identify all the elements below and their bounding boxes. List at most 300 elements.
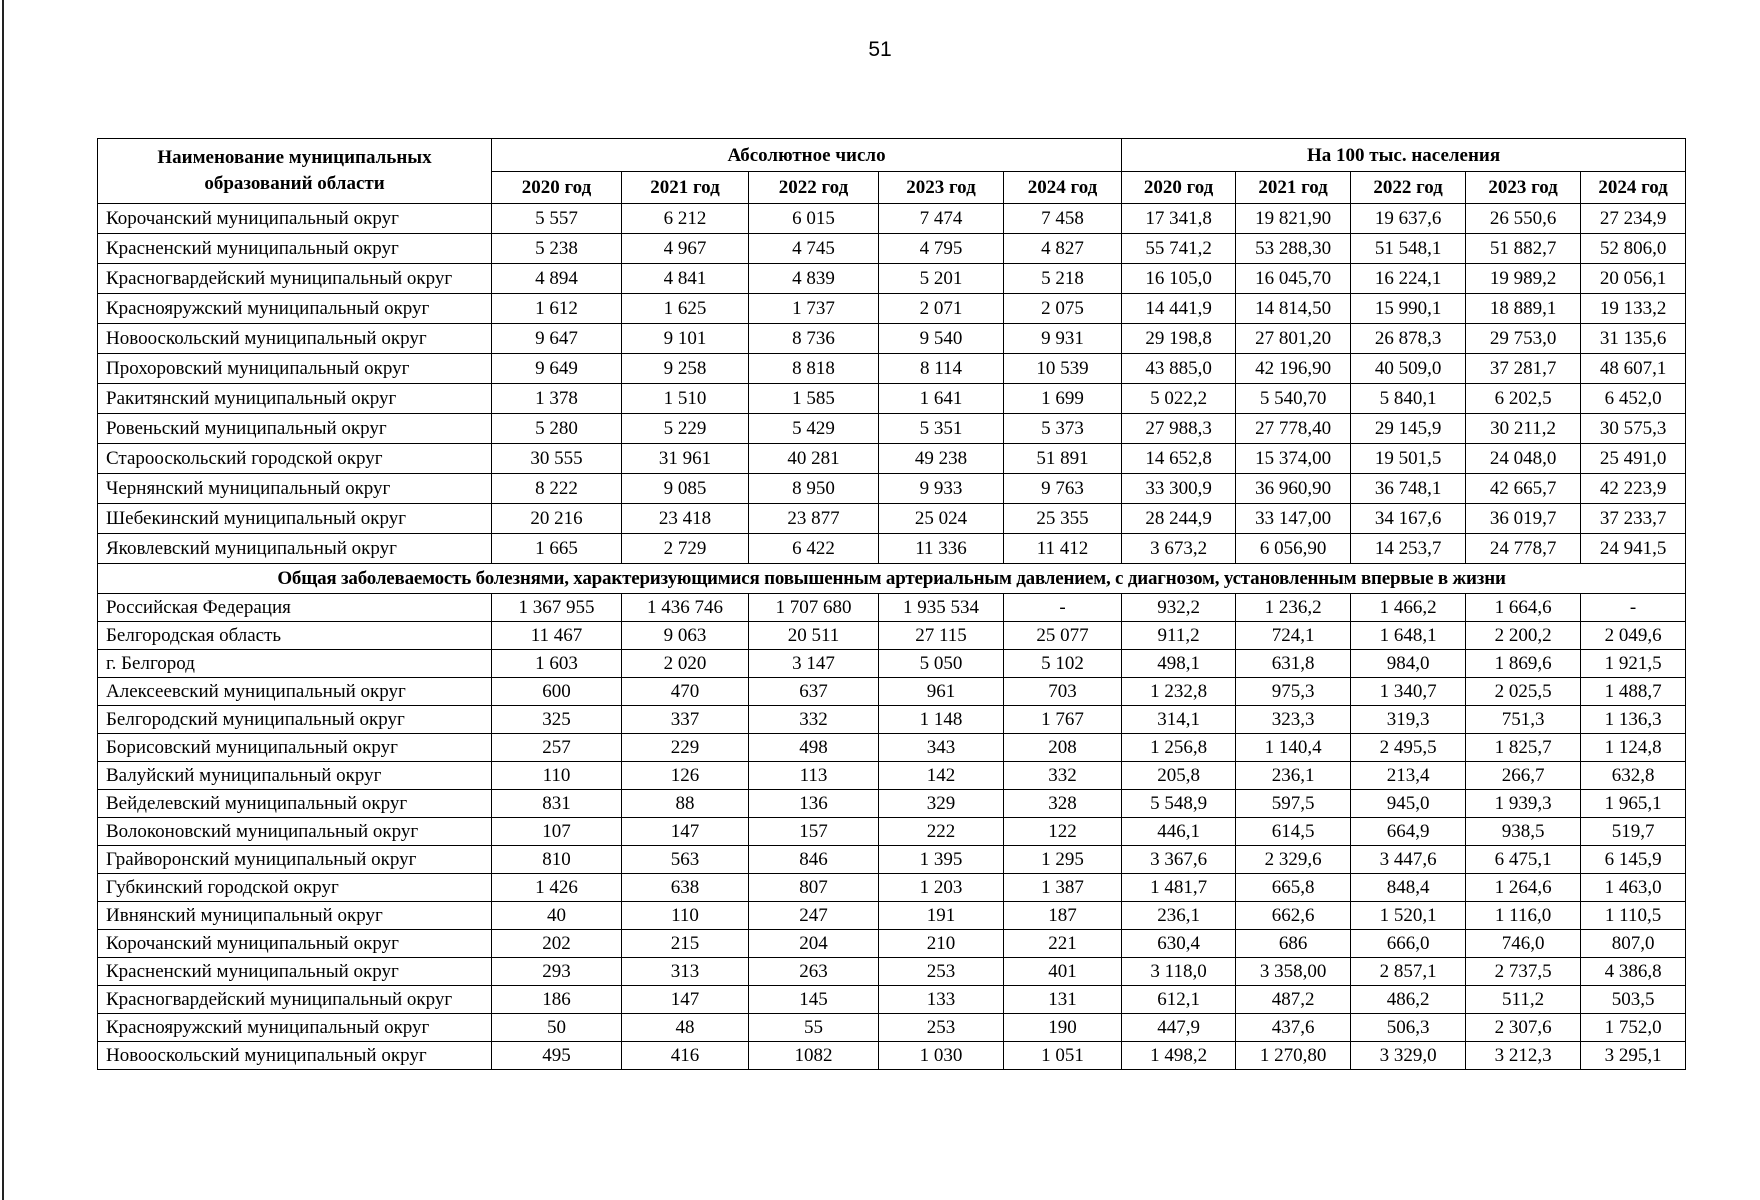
per100k-value-cell: 1 648,1 — [1351, 622, 1466, 650]
absolute-value-cell: 157 — [749, 818, 879, 846]
per100k-value-cell: 6 202,5 — [1466, 384, 1581, 414]
per100k-value-cell: 34 167,6 — [1351, 504, 1466, 534]
absolute-value-cell: 145 — [749, 986, 879, 1014]
region-name-cell: Шебекинский муниципальный округ — [98, 504, 492, 534]
absolute-value-cell: 142 — [879, 762, 1004, 790]
per100k-value-cell: 36 748,1 — [1351, 474, 1466, 504]
absolute-value-cell: 9 258 — [622, 354, 749, 384]
per100k-value-cell: 984,0 — [1351, 650, 1466, 678]
per100k-value-cell: 33 147,00 — [1236, 504, 1351, 534]
per100k-value-cell: 323,3 — [1236, 706, 1351, 734]
region-name-cell: Ракитянский муниципальный округ — [98, 384, 492, 414]
absolute-value-cell: 4 894 — [492, 264, 622, 294]
table-row — [98, 734, 1686, 762]
region-name-cell: Старооскольский городской округ — [98, 444, 492, 474]
per100k-value-cell: 19 637,6 — [1351, 204, 1466, 234]
per100k-value-cell: 932,2 — [1122, 594, 1236, 622]
per100k-value-cell: 14 814,50 — [1236, 294, 1351, 324]
absolute-value-cell: 1 625 — [622, 294, 749, 324]
absolute-value-cell: 1 387 — [1004, 874, 1122, 902]
per100k-value-cell: 42 223,9 — [1581, 474, 1686, 504]
per100k-value-cell: 1 236,2 — [1236, 594, 1351, 622]
header-group-row — [98, 139, 1686, 172]
per100k-value-cell: 14 253,7 — [1351, 534, 1466, 564]
absolute-value-cell: 328 — [1004, 790, 1122, 818]
absolute-value-cell: 2 729 — [622, 534, 749, 564]
region-name-cell: Краснояружский муниципальный округ — [98, 1014, 492, 1042]
absolute-value-cell: 343 — [879, 734, 1004, 762]
absolute-value-cell: 1 737 — [749, 294, 879, 324]
absolute-value-cell: 332 — [749, 706, 879, 734]
absolute-value-cell: 329 — [879, 790, 1004, 818]
absolute-value-cell: 7 458 — [1004, 204, 1122, 234]
per100k-value-cell: 498,1 — [1122, 650, 1236, 678]
per100k-value-cell: 1 825,7 — [1466, 734, 1581, 762]
per100k-value-cell: 14 652,8 — [1122, 444, 1236, 474]
year-header: 2024 год — [1581, 172, 1686, 204]
per100k-value-cell: 19 821,90 — [1236, 204, 1351, 234]
per100k-value-cell: 53 288,30 — [1236, 234, 1351, 264]
per100k-value-cell: 25 491,0 — [1581, 444, 1686, 474]
absolute-value-cell: 2 075 — [1004, 294, 1122, 324]
absolute-value-cell: 30 555 — [492, 444, 622, 474]
table-header — [98, 139, 1686, 204]
region-name-cell: Вейделевский муниципальный округ — [98, 790, 492, 818]
per100k-value-cell: 5 840,1 — [1351, 384, 1466, 414]
per100k-value-cell: 29 145,9 — [1351, 414, 1466, 444]
name-column-header: Наименование муниципальных образований области — [98, 139, 492, 204]
per100k-value-cell: 17 341,8 — [1122, 204, 1236, 234]
per100k-value-cell: 27 801,20 — [1236, 324, 1351, 354]
absolute-value-cell: 4 839 — [749, 264, 879, 294]
absolute-value-cell: 40 — [492, 902, 622, 930]
absolute-value-cell: 6 212 — [622, 204, 749, 234]
per100k-value-cell: 51 882,7 — [1466, 234, 1581, 264]
table-row — [98, 1014, 1686, 1042]
per100k-value-cell: 29 753,0 — [1466, 324, 1581, 354]
per100k-value-cell: 30 575,3 — [1581, 414, 1686, 444]
absolute-value-cell: 337 — [622, 706, 749, 734]
per100k-value-cell: 40 509,0 — [1351, 354, 1466, 384]
absolute-value-cell: 638 — [622, 874, 749, 902]
absolute-value-cell: 210 — [879, 930, 1004, 958]
absolute-value-cell: 253 — [879, 1014, 1004, 1042]
absolute-value-cell: 49 238 — [879, 444, 1004, 474]
table-row — [98, 958, 1686, 986]
absolute-value-cell: 11 467 — [492, 622, 622, 650]
region-name-cell: г. Белгород — [98, 650, 492, 678]
per100k-value-cell: 3 358,00 — [1236, 958, 1351, 986]
per100k-value-cell: 503,5 — [1581, 986, 1686, 1014]
absolute-value-cell: 313 — [622, 958, 749, 986]
absolute-value-cell: 23 877 — [749, 504, 879, 534]
per100k-value-cell: 24 941,5 — [1581, 534, 1686, 564]
absolute-value-cell: 5 351 — [879, 414, 1004, 444]
per100k-value-cell: 6 475,1 — [1466, 846, 1581, 874]
absolute-value-cell: 190 — [1004, 1014, 1122, 1042]
absolute-value-cell: 263 — [749, 958, 879, 986]
absolute-value-cell: 25 077 — [1004, 622, 1122, 650]
absolute-value-cell: 11 336 — [879, 534, 1004, 564]
year-header: 2023 год — [1466, 172, 1581, 204]
absolute-value-cell: 325 — [492, 706, 622, 734]
absolute-value-cell: 703 — [1004, 678, 1122, 706]
absolute-value-cell: 8 114 — [879, 354, 1004, 384]
table-row — [98, 294, 1686, 324]
region-name-cell: Борисовский муниципальный округ — [98, 734, 492, 762]
per100k-value-cell: 1 116,0 — [1466, 902, 1581, 930]
absolute-value-cell: 807 — [749, 874, 879, 902]
absolute-value-cell: 247 — [749, 902, 879, 930]
year-header: 2020 год — [492, 172, 622, 204]
table-row — [98, 474, 1686, 504]
absolute-value-cell: 8 818 — [749, 354, 879, 384]
region-name-cell: Прохоровский муниципальный округ — [98, 354, 492, 384]
table-row — [98, 204, 1686, 234]
per100k-value-cell: 52 806,0 — [1581, 234, 1686, 264]
per100k-value-cell: 33 300,9 — [1122, 474, 1236, 504]
table-row — [98, 930, 1686, 958]
table-body-part2 — [98, 594, 1686, 1070]
table-row — [98, 790, 1686, 818]
table-row — [98, 846, 1686, 874]
absolute-value-cell: 25 024 — [879, 504, 1004, 534]
per100k-value-cell: 1 921,5 — [1581, 650, 1686, 678]
per100k-value-cell: 2 025,5 — [1466, 678, 1581, 706]
per100k-value-cell: 1 481,7 — [1122, 874, 1236, 902]
per100k-value-cell: 612,1 — [1122, 986, 1236, 1014]
per100k-value-cell: 597,5 — [1236, 790, 1351, 818]
per100k-value-cell: 2 857,1 — [1351, 958, 1466, 986]
per100k-value-cell: 19 989,2 — [1466, 264, 1581, 294]
table-row — [98, 874, 1686, 902]
per100k-value-cell: 686 — [1236, 930, 1351, 958]
region-name-cell: Корочанский муниципальный округ — [98, 930, 492, 958]
absolute-value-cell: 51 891 — [1004, 444, 1122, 474]
per100k-value-cell: 28 244,9 — [1122, 504, 1236, 534]
absolute-value-cell: 5 102 — [1004, 650, 1122, 678]
absolute-group-header: Абсолютное число — [492, 139, 1122, 172]
region-name-cell: Красногвардейский муниципальный округ — [98, 986, 492, 1014]
per100k-value-cell: 2 495,5 — [1351, 734, 1466, 762]
per100k-value-cell: 1 869,6 — [1466, 650, 1581, 678]
year-header: 2024 год — [1004, 172, 1122, 204]
per100k-value-cell: 3 367,6 — [1122, 846, 1236, 874]
per100k-value-cell: 437,6 — [1236, 1014, 1351, 1042]
per100k-value-cell: 662,6 — [1236, 902, 1351, 930]
absolute-value-cell: 9 085 — [622, 474, 749, 504]
per100k-value-cell: 31 135,6 — [1581, 324, 1686, 354]
absolute-value-cell: 293 — [492, 958, 622, 986]
absolute-value-cell: 110 — [622, 902, 749, 930]
table-row — [98, 264, 1686, 294]
section-title: Общая заболеваемость болезнями, характеризующимися повышенным артериальным давлением, с диагнозом, установленным впервые в жизни — [98, 564, 1686, 594]
per100k-value-cell: 16 224,1 — [1351, 264, 1466, 294]
per100k-value-cell: 630,4 — [1122, 930, 1236, 958]
per100k-value-cell: 314,1 — [1122, 706, 1236, 734]
absolute-value-cell: 1 699 — [1004, 384, 1122, 414]
per100k-value-cell: 6 056,90 — [1236, 534, 1351, 564]
absolute-value-cell: 1 935 534 — [879, 594, 1004, 622]
absolute-value-cell: 5 218 — [1004, 264, 1122, 294]
absolute-value-cell: 5 280 — [492, 414, 622, 444]
absolute-value-cell: 1 378 — [492, 384, 622, 414]
absolute-value-cell: 563 — [622, 846, 749, 874]
absolute-value-cell: 48 — [622, 1014, 749, 1042]
per100k-value-cell: 807,0 — [1581, 930, 1686, 958]
per100k-value-cell: 236,1 — [1236, 762, 1351, 790]
per100k-value-cell: 48 607,1 — [1581, 354, 1686, 384]
absolute-value-cell: 110 — [492, 762, 622, 790]
absolute-value-cell: 470 — [622, 678, 749, 706]
per100k-value-cell: 16 045,70 — [1236, 264, 1351, 294]
per100k-value-cell: 1 664,6 — [1466, 594, 1581, 622]
region-name-cell: Волоконовский муниципальный округ — [98, 818, 492, 846]
region-name-cell: Красненский муниципальный округ — [98, 958, 492, 986]
region-name-cell: Чернянский муниципальный округ — [98, 474, 492, 504]
section-row — [98, 564, 1686, 594]
year-header: 2021 год — [1236, 172, 1351, 204]
absolute-value-cell: 498 — [749, 734, 879, 762]
per100k-value-cell: 3 329,0 — [1351, 1042, 1466, 1070]
region-name-cell: Ивнянский муниципальный округ — [98, 902, 492, 930]
per100k-value-cell: 3 212,3 — [1466, 1042, 1581, 1070]
per100k-value-cell: 1 520,1 — [1351, 902, 1466, 930]
region-name-cell: Корочанский муниципальный округ — [98, 204, 492, 234]
per100k-value-cell: 6 452,0 — [1581, 384, 1686, 414]
per100k-value-cell: 486,2 — [1351, 986, 1466, 1014]
absolute-value-cell: 8 950 — [749, 474, 879, 504]
per100k-value-cell: 487,2 — [1236, 986, 1351, 1014]
per100k-value-cell: 1 256,8 — [1122, 734, 1236, 762]
per100k-value-cell: 5 548,9 — [1122, 790, 1236, 818]
per100k-value-cell: 3 295,1 — [1581, 1042, 1686, 1070]
absolute-value-cell: 961 — [879, 678, 1004, 706]
per100k-value-cell: 213,4 — [1351, 762, 1466, 790]
region-name-cell: Красненский муниципальный округ — [98, 234, 492, 264]
per100k-value-cell: 37 281,7 — [1466, 354, 1581, 384]
per100k-value-cell: 1 264,6 — [1466, 874, 1581, 902]
absolute-value-cell: 4 827 — [1004, 234, 1122, 264]
absolute-value-cell: 8 736 — [749, 324, 879, 354]
table-row — [98, 902, 1686, 930]
table-row — [98, 444, 1686, 474]
absolute-value-cell: 1 148 — [879, 706, 1004, 734]
absolute-value-cell: 9 649 — [492, 354, 622, 384]
per100k-value-cell: 614,5 — [1236, 818, 1351, 846]
per100k-value-cell: 975,3 — [1236, 678, 1351, 706]
per100k-value-cell: 1 463,0 — [1581, 874, 1686, 902]
per100k-value-cell: 1 140,4 — [1236, 734, 1351, 762]
per100k-value-cell: 205,8 — [1122, 762, 1236, 790]
region-name-cell: Яковлевский муниципальный округ — [98, 534, 492, 564]
absolute-value-cell: 5 201 — [879, 264, 1004, 294]
per100k-value-cell: 5 022,2 — [1122, 384, 1236, 414]
per100k-value-cell: 1 340,7 — [1351, 678, 1466, 706]
absolute-value-cell: 11 412 — [1004, 534, 1122, 564]
absolute-value-cell: 831 — [492, 790, 622, 818]
per100k-value-cell: 751,3 — [1466, 706, 1581, 734]
per100k-value-cell: 1 136,3 — [1581, 706, 1686, 734]
absolute-value-cell: 147 — [622, 986, 749, 1014]
per100k-value-cell: 1 965,1 — [1581, 790, 1686, 818]
absolute-value-cell: 1 395 — [879, 846, 1004, 874]
absolute-value-cell: 4 967 — [622, 234, 749, 264]
per100k-value-cell: 43 885,0 — [1122, 354, 1236, 384]
table-row — [98, 324, 1686, 354]
absolute-value-cell: 9 763 — [1004, 474, 1122, 504]
absolute-value-cell: 23 418 — [622, 504, 749, 534]
table-row — [98, 594, 1686, 622]
year-header: 2022 год — [749, 172, 879, 204]
per100k-value-cell: 236,1 — [1122, 902, 1236, 930]
section-divider — [98, 564, 1686, 594]
table-row — [98, 414, 1686, 444]
per100k-value-cell: 30 211,2 — [1466, 414, 1581, 444]
per100k-value-cell: 15 990,1 — [1351, 294, 1466, 324]
per100k-value-cell: 19 133,2 — [1581, 294, 1686, 324]
per100k-value-cell: 2 049,6 — [1581, 622, 1686, 650]
table-row — [98, 354, 1686, 384]
absolute-value-cell: 9 540 — [879, 324, 1004, 354]
per100k-value-cell: 4 386,8 — [1581, 958, 1686, 986]
region-name-cell: Алексеевский муниципальный округ — [98, 678, 492, 706]
per100k-value-cell: 3 118,0 — [1122, 958, 1236, 986]
per100k-value-cell: 36 019,7 — [1466, 504, 1581, 534]
table-row — [98, 678, 1686, 706]
per100k-value-cell: 319,3 — [1351, 706, 1466, 734]
per100k-value-cell: 724,1 — [1236, 622, 1351, 650]
absolute-value-cell: 202 — [492, 930, 622, 958]
scan-edge — [2, 0, 4, 1200]
table-row — [98, 622, 1686, 650]
absolute-value-cell: 6 015 — [749, 204, 879, 234]
per100k-value-cell: 2 329,6 — [1236, 846, 1351, 874]
absolute-value-cell: 2 020 — [622, 650, 749, 678]
absolute-value-cell: 147 — [622, 818, 749, 846]
per100k-value-cell: 29 198,8 — [1122, 324, 1236, 354]
absolute-value-cell: 136 — [749, 790, 879, 818]
absolute-value-cell: 5 229 — [622, 414, 749, 444]
per100k-value-cell: 665,8 — [1236, 874, 1351, 902]
per100k-value-cell: 36 960,90 — [1236, 474, 1351, 504]
per100k-value-cell: 15 374,00 — [1236, 444, 1351, 474]
absolute-value-cell: 1 603 — [492, 650, 622, 678]
per100k-value-cell: 1 124,8 — [1581, 734, 1686, 762]
absolute-value-cell: 7 474 — [879, 204, 1004, 234]
absolute-value-cell: 1082 — [749, 1042, 879, 1070]
absolute-value-cell: 416 — [622, 1042, 749, 1070]
absolute-value-cell: 55 — [749, 1014, 879, 1042]
table-row — [98, 762, 1686, 790]
table-row — [98, 1042, 1686, 1070]
absolute-value-cell: 5 557 — [492, 204, 622, 234]
absolute-value-cell: 253 — [879, 958, 1004, 986]
per100k-value-cell: 24 778,7 — [1466, 534, 1581, 564]
per100k-value-cell: 938,5 — [1466, 818, 1581, 846]
absolute-value-cell: 1 367 955 — [492, 594, 622, 622]
per100k-value-cell: 1 110,5 — [1581, 902, 1686, 930]
per100k-value-cell: 447,9 — [1122, 1014, 1236, 1042]
absolute-value-cell: 1 510 — [622, 384, 749, 414]
table-row — [98, 534, 1686, 564]
year-header: 2022 год — [1351, 172, 1466, 204]
region-name-cell: Грайворонский муниципальный округ — [98, 846, 492, 874]
absolute-value-cell: 600 — [492, 678, 622, 706]
per100k-value-cell: 266,7 — [1466, 762, 1581, 790]
region-name-cell: Белгородская область — [98, 622, 492, 650]
table-row — [98, 818, 1686, 846]
absolute-value-cell: 257 — [492, 734, 622, 762]
region-name-cell: Красногвардейский муниципальный округ — [98, 264, 492, 294]
year-header: 2023 год — [879, 172, 1004, 204]
absolute-value-cell: 40 281 — [749, 444, 879, 474]
per100k-value-cell: 519,7 — [1581, 818, 1686, 846]
per100k-value-cell: 632,8 — [1581, 762, 1686, 790]
absolute-value-cell: 810 — [492, 846, 622, 874]
absolute-value-cell: 9 101 — [622, 324, 749, 354]
absolute-value-cell: 2 071 — [879, 294, 1004, 324]
table-row — [98, 504, 1686, 534]
absolute-value-cell: 126 — [622, 762, 749, 790]
per100k-value-cell: 27 234,9 — [1581, 204, 1686, 234]
per100k-value-cell: 24 048,0 — [1466, 444, 1581, 474]
per100k-value-cell: 2 737,5 — [1466, 958, 1581, 986]
per100k-value-cell: 746,0 — [1466, 930, 1581, 958]
table-row — [98, 706, 1686, 734]
absolute-value-cell: 5 373 — [1004, 414, 1122, 444]
per100k-value-cell: 18 889,1 — [1466, 294, 1581, 324]
absolute-value-cell: 401 — [1004, 958, 1122, 986]
per100k-value-cell: 19 501,5 — [1351, 444, 1466, 474]
absolute-value-cell: 5 050 — [879, 650, 1004, 678]
absolute-value-cell: 1 051 — [1004, 1042, 1122, 1070]
per100k-value-cell: 42 665,7 — [1466, 474, 1581, 504]
absolute-value-cell: 8 222 — [492, 474, 622, 504]
region-name-cell: Белгородский муниципальный округ — [98, 706, 492, 734]
per100k-value-cell: 26 878,3 — [1351, 324, 1466, 354]
absolute-value-cell: 27 115 — [879, 622, 1004, 650]
per100k-value-cell: 5 540,70 — [1236, 384, 1351, 414]
region-name-cell: Новооскольский муниципальный округ — [98, 1042, 492, 1070]
per100k-value-cell: 16 105,0 — [1122, 264, 1236, 294]
absolute-value-cell: 5 429 — [749, 414, 879, 444]
absolute-value-cell: 50 — [492, 1014, 622, 1042]
per100k-value-cell: 664,9 — [1351, 818, 1466, 846]
absolute-value-cell: 229 — [622, 734, 749, 762]
per100k-value-cell: 51 548,1 — [1351, 234, 1466, 264]
absolute-value-cell: 846 — [749, 846, 879, 874]
per100k-value-cell: 42 196,90 — [1236, 354, 1351, 384]
absolute-value-cell: 1 641 — [879, 384, 1004, 414]
per100k-value-cell: 20 056,1 — [1581, 264, 1686, 294]
per100k-value-cell: 1 270,80 — [1236, 1042, 1351, 1070]
absolute-value-cell: 20 511 — [749, 622, 879, 650]
per100k-value-cell: 27 778,40 — [1236, 414, 1351, 444]
absolute-value-cell: - — [1004, 594, 1122, 622]
absolute-value-cell: 191 — [879, 902, 1004, 930]
per100k-value-cell: 27 988,3 — [1122, 414, 1236, 444]
per100k-value-cell: 1 498,2 — [1122, 1042, 1236, 1070]
absolute-value-cell: 215 — [622, 930, 749, 958]
per100k-value-cell: 14 441,9 — [1122, 294, 1236, 324]
per100k-value-cell: 1 232,8 — [1122, 678, 1236, 706]
per100k-group-header: На 100 тыс. населения — [1122, 139, 1686, 172]
per100k-value-cell: 1 939,3 — [1466, 790, 1581, 818]
absolute-value-cell: 9 933 — [879, 474, 1004, 504]
year-header: 2021 год — [622, 172, 749, 204]
per100k-value-cell: 2 307,6 — [1466, 1014, 1581, 1042]
